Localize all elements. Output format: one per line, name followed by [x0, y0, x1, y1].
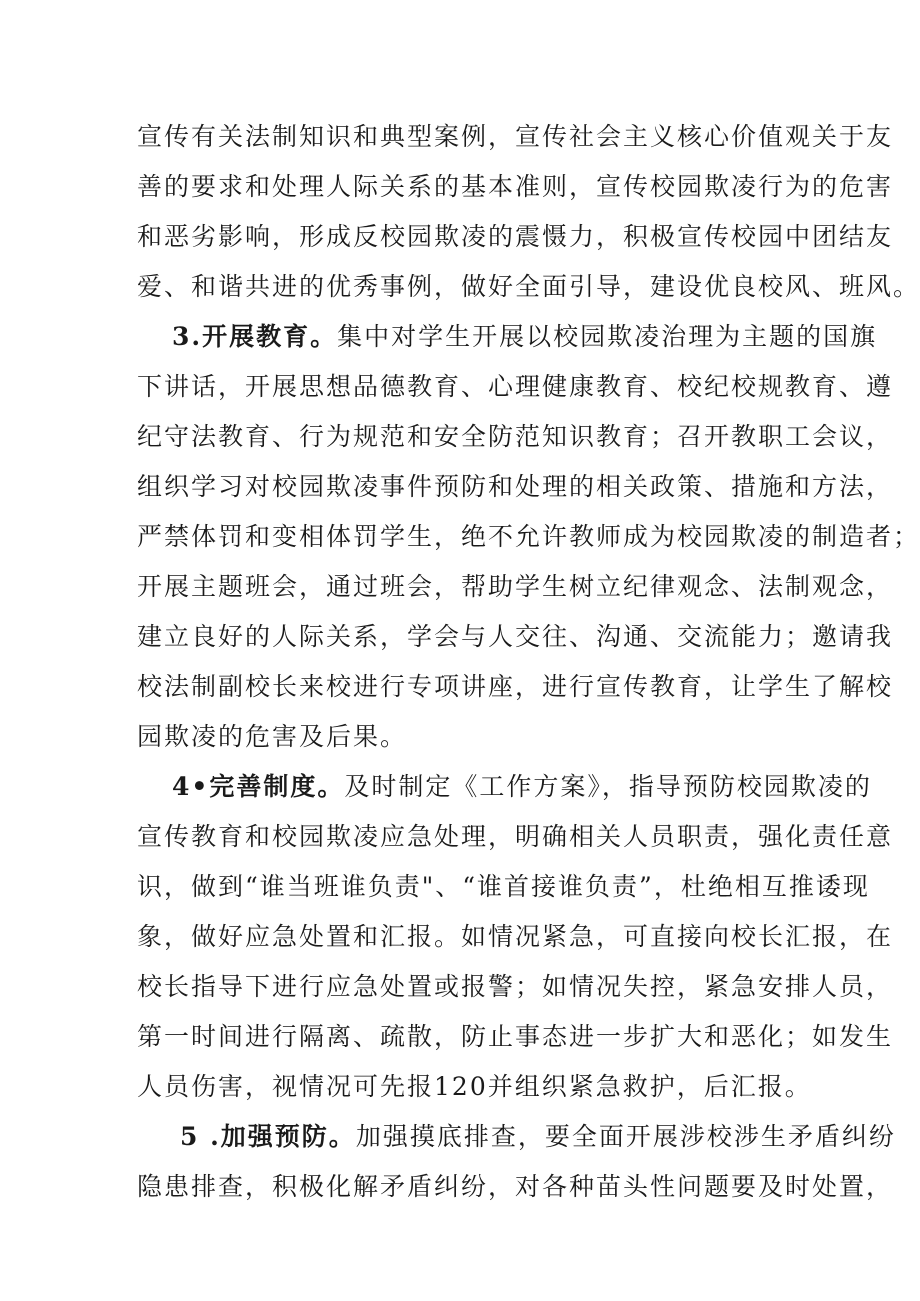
section-first-line-text: 集中对学生开展以校园欺凌治理为主题的国旗 — [337, 322, 878, 351]
text-line: 严禁体罚和变相体罚学生，绝不允许教师成为校园欺凌的制造者； — [137, 522, 920, 551]
text-line: 第一时间进行隔离、疏散，防止事态进一步扩大和恶化；如发生 — [137, 1022, 894, 1051]
section-first-line — [172, 772, 872, 802]
section-first-line-text: 加强摸底排查，要全面开展涉校涉生矛盾纠纷 — [355, 1122, 896, 1151]
text-line: 建立良好的人际关系，学会与人交往、沟通、交流能力；邀请我 — [137, 622, 894, 651]
section-first-line-text: 及时制定《工作方案》，指导预防校园欺凌的 — [344, 772, 872, 801]
text-line: 识，做到“谁当班谁负责"、“谁首接谁负责”，杜绝相互推诿现 — [137, 872, 870, 901]
text-line: 宣传教育和校园欺凌应急处理，明确相关人员职责，强化责任意 — [137, 822, 894, 851]
section-heading: 4•完善制度。 — [172, 772, 345, 801]
section-first-line — [180, 1122, 896, 1152]
text-line: 校长指导下进行应急处置或报警；如情况失控，紧急安排人员， — [137, 972, 894, 1001]
text-line: 纪守法教育、行为规范和安全防范知识教育；召开教职工会议， — [137, 422, 894, 451]
text-line: 园欺凌的危害及后果。 — [137, 722, 408, 751]
text-line: 象，做好应急处置和汇报。如情况紧急，可直接向校长汇报，在 — [137, 922, 894, 951]
text-line: 人员伤害，视情况可先报120并组织紧急救护，后汇报。 — [137, 1072, 812, 1101]
text-line: 和恶劣影响，形成反校园欺凌的震慑力，积极宣传校园中团结友 — [137, 222, 894, 251]
text-line: 开展主题班会，通过班会，帮助学生树立纪律观念、法制观念， — [137, 572, 894, 601]
text-line: 隐患排查，积极化解矛盾纠纷，对各种苗头性问题要及时处置， — [137, 1172, 894, 1201]
text-line: 宣传有关法制知识和典型案例，宣传社会主义核心价值观关于友 — [137, 122, 894, 151]
text-line: 下讲话，开展思想品德教育、心理健康教育、校纪校规教育、遵 — [137, 372, 894, 401]
text-line: 组织学习对校园欺凌事件预防和处理的相关政策、措施和方法， — [137, 472, 894, 501]
section-first-line — [172, 322, 877, 352]
section-heading: 5 .加强预防。 — [180, 1122, 356, 1151]
section-heading: 3.开展教育。 — [172, 322, 338, 351]
text-line: 善的要求和处理人际关系的基本准则，宣传校园欺凌行为的危害 — [137, 172, 894, 201]
text-line: 校法制副校长来校进行专项讲座，进行宣传教育，让学生了解校 — [137, 672, 894, 701]
text-line: 爱、和谐共进的优秀事例，做好全面引导，建设优良校风、班风。 — [137, 272, 920, 301]
